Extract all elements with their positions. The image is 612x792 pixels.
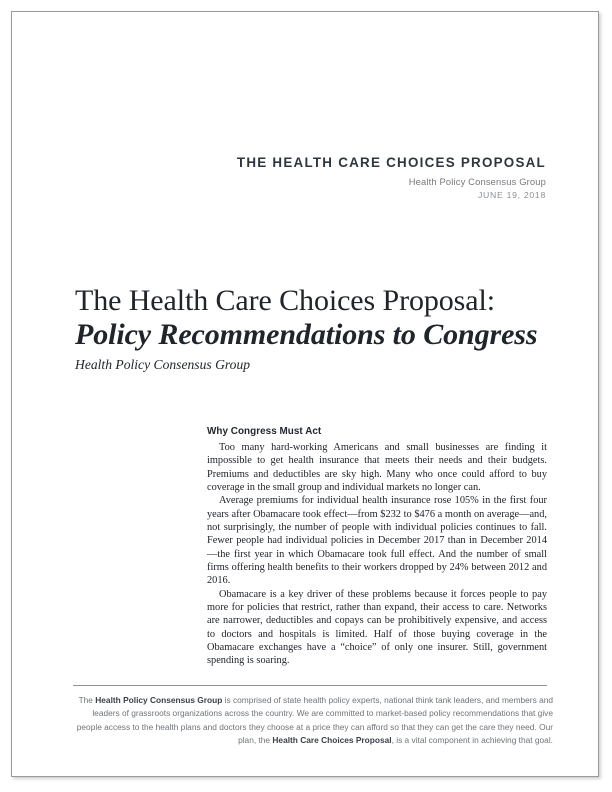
footer-divider — [73, 685, 547, 686]
body-paragraph: Obamacare is a key driver of these problems because it forces people to pay more for policies that restrict, rather than expand, their access to care. Networks are narrower, deductibles and copays can be prohibitively expensive, and access to doctors and hospitals is limited. Half of those buying coverage in the Obamacare exchanges have a “choice” of only one insurer. Still, government spending is soaring. — [207, 588, 547, 667]
page-title-line-1: The Health Care Choices Proposal: — [75, 284, 495, 317]
footer-text-run: is comprised of state health policy experts, national think tank leaders, and members and leaders of grassroots organizations across the country. We are committed to market-based policy recommendations that give people access to the health plans and doctors they choose at a price they can afford so that they can get the care they need. Our plan, the — [76, 695, 553, 746]
running-header-organization: Health Policy Consensus Group — [408, 175, 546, 187]
document-page — [11, 11, 599, 777]
document-title-block — [75, 284, 561, 374]
page-title-line-2: Policy Recommendations to Congress — [75, 317, 538, 351]
footer-emphasis: Health Policy Consensus Group — [95, 695, 223, 705]
footer-description — [73, 694, 553, 748]
body-paragraph: Average premiums for individual health insurance rose 105% in the first four years after Obamacare took effect—from $232 to $476 a month on average—and, not surprisingly, the number of people with individual policies continues to fall. Fewer people had individual policies in December 2017 than in December 2014—the first year in which Obamacare took full effect. And the number of small firms offering health benefits to their workers dropped by 24% between 2012 and 2016. — [207, 495, 547, 587]
section-heading: Why Congress Must Act — [207, 426, 322, 437]
running-header-date: JUNE 19, 2018 — [477, 189, 546, 200]
running-header-title: THE HEALTH CARE CHOICES PROPOSAL — [236, 155, 546, 170]
body-paragraph: Too many hard-working Americans and small businesses are finding it impossible to get health insurance that meets their needs and their budgets. Premiums and deductibles are sky high. Many who once could afford to buy coverage in the small group and individual markets no longer can. — [207, 441, 547, 493]
footer-emphasis: Health Care Choices Proposal — [272, 735, 392, 746]
footer-text-run: The — [78, 695, 96, 705]
body-column — [207, 426, 547, 668]
running-header — [12, 155, 546, 200]
footer-block — [73, 685, 553, 748]
page-title-byline: Health Policy Consensus Group — [75, 357, 251, 373]
footer-text-run: , is a vital component in achieving that goal. — [391, 735, 553, 746]
